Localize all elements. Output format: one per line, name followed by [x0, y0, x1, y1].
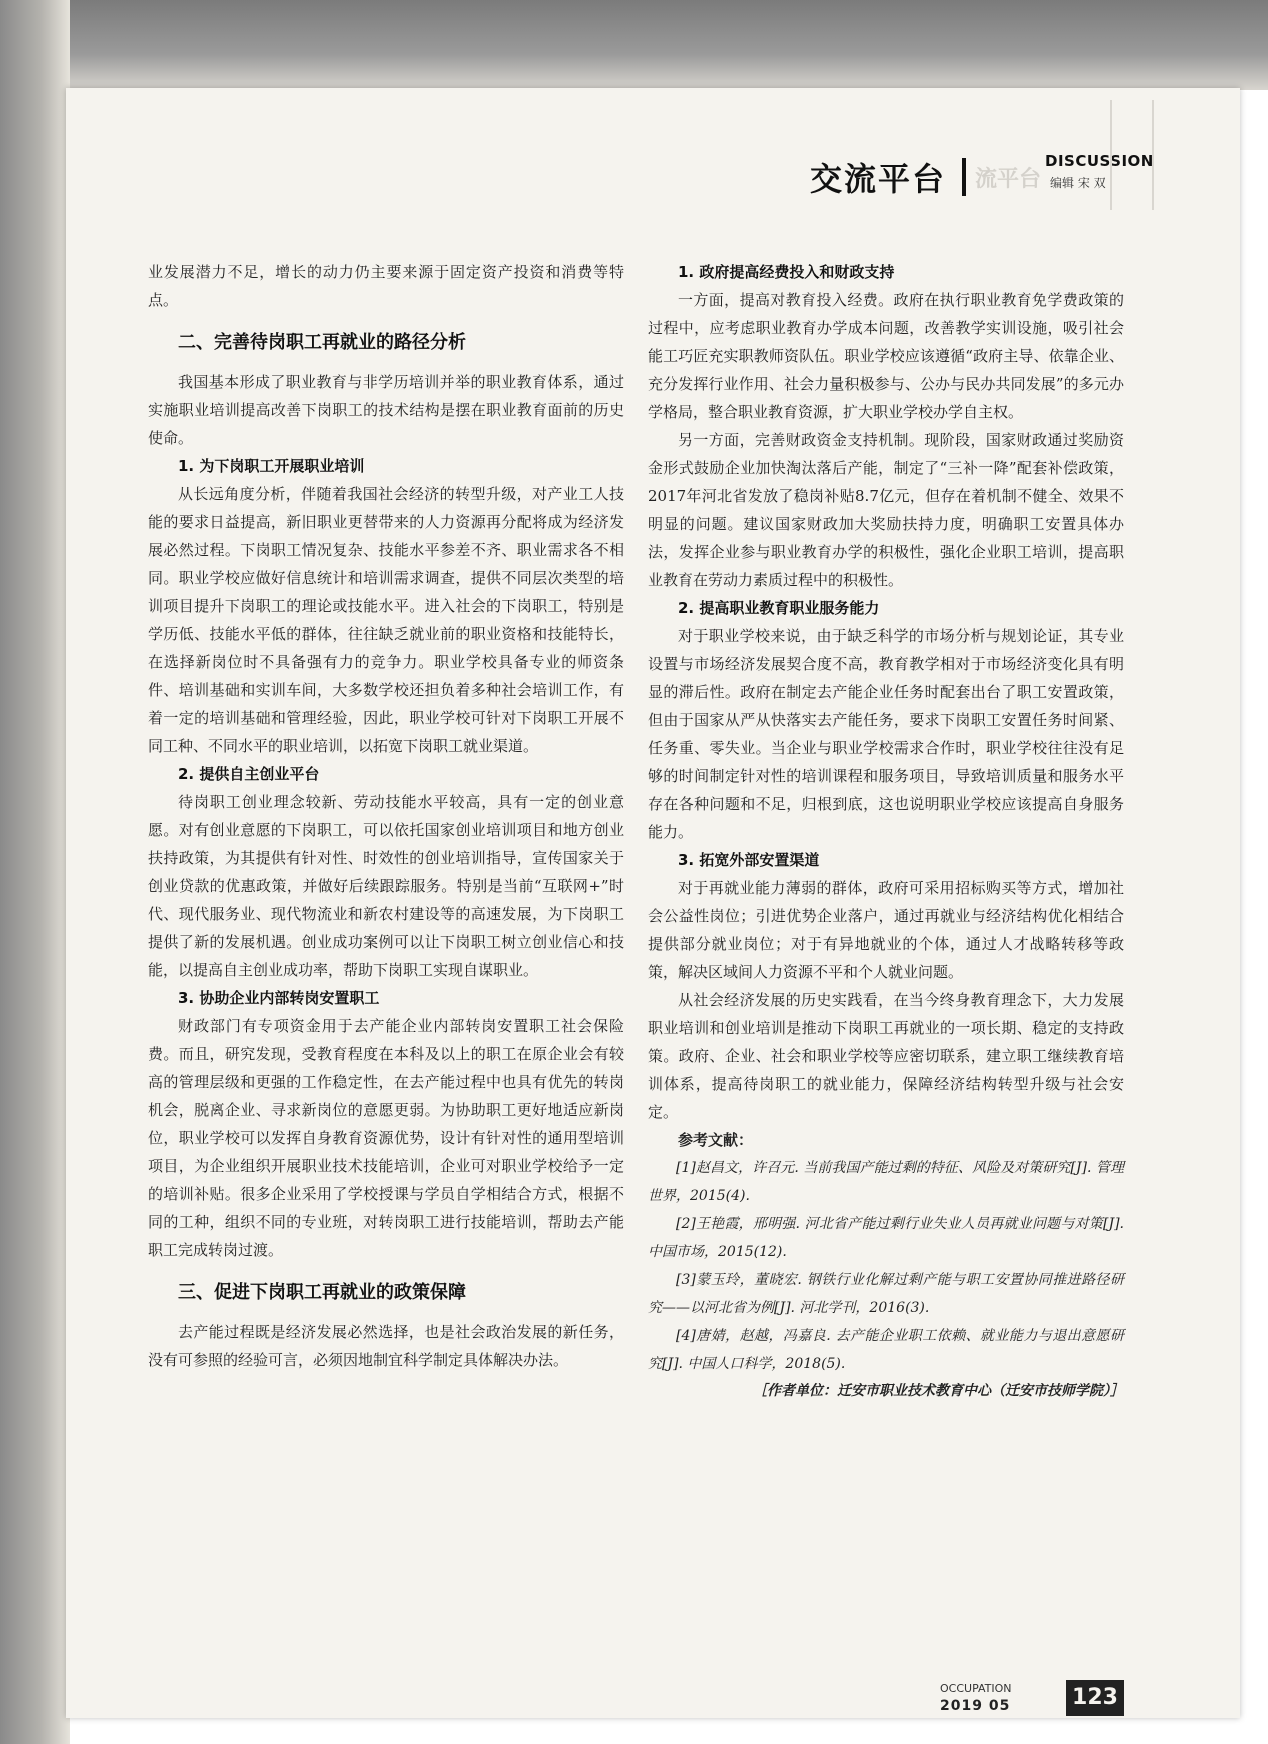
section-title: 交流平台	[810, 160, 947, 198]
paragraph: 我国基本形成了职业教育与非学历培训并举的职业教育体系，通过实施职业培训提高改善下岗职工的技术结构是摆在职业教育面前的历史使命。	[148, 373, 624, 447]
paragraph: 另一方面，完善财政资金支持机制。现阶段，国家财政通过奖励资金形式鼓励企业加快淘汰落后产能，制定了“三补一降”配套补偿政策，2017年河北省发放了稳岗补贴8.7亿元，但存在着机制不健全、效果不明显的问题。建议国家财政加大奖励扶持力度，明确职工安置具体办法，发挥企业参与职业教育办学的积极性，强化企业职工培训，提高职业教育在劳动力素质过程中的积极性。	[648, 431, 1124, 589]
decorative-mark	[1110, 100, 1154, 210]
reference-item: [1]赵昌文，许召元. 当前我国产能过剩的特征、风险及对策研究[J]. 管理世界，2015(4).	[648, 1160, 1124, 1204]
subheading: 2. 提高职业教育职业服务能力	[678, 599, 880, 617]
subheading: 3. 拓宽外部安置渠道	[678, 851, 820, 869]
header-divider	[962, 158, 966, 196]
paragraph: 待岗职工创业理念较新、劳动技能水平较高，具有一定的创业意愿。对有创业意愿的下岗职工，可以依托国家创业培训项目和地方创业扶持政策，为其提供有针对性、时效性的创业培训指导，宣传国家关于创业贷款的优惠政策，并做好后续跟踪服务。特别是当前“互联网+”时代、现代服务业、现代物流业和新农村建设等的高速发展，为下岗职工提供了新的发展机遇。创业成功案例可以让下岗职工树立创业信心和技能，以提高自主创业成功率，帮助下岗职工实现自谋职业。	[148, 793, 624, 979]
issue-number: 2019 05	[940, 1698, 1011, 1714]
reference-item: [2]王艳霞，邢明强. 河北省产能过剩行业失业人员再就业问题与对策[J]. 中国市场，2015(12).	[648, 1216, 1124, 1260]
subheading: 1. 政府提高经费投入和财政支持	[678, 263, 895, 281]
magazine-name: OCCUPATION	[940, 1682, 1012, 1695]
reference-item: [4]唐婧，赵越，冯嘉良. 去产能企业职工依赖、就业能力与退出意愿研究[J]. 中国人口科学，2018(5).	[648, 1328, 1124, 1372]
conclusion-paragraph: 从社会经济发展的历史实践看，在当今终身教育理念下，大力发展职业培训和创业培训是推动下岗职工再就业的一项长期、稳定的支持政策。政府、企业、社会和职业学校等应密切联系，建立职工继续教育培训体系，提高待岗职工的就业能力，保障经济结构转型升级与社会安定。	[648, 991, 1124, 1121]
author-unit: ［作者单位：迁安市职业技术教育中心（迁安市技师学院）］	[753, 1383, 1124, 1399]
right-column	[648, 258, 1124, 1404]
continuation-paragraph: 业发展潜力不足，增长的动力仍主要来源于固定资产投资和消费等特点。	[148, 263, 624, 309]
paragraph: 对于再就业能力薄弱的群体，政府可采用招标购买等方式，增加社会公益性岗位；引进优势企业落户，通过再就业与经济结构优化相结合提供部分就业岗位；对于有异地就业的个体，通过人才战略转移等政策，解决区域间人力资源不平和个人就业问题。	[648, 879, 1124, 981]
page-number: 123	[1066, 1680, 1124, 1716]
paragraph: 去产能过程既是经济发展必然选择，也是社会政治发展的新任务，没有可参照的经验可言，必须因地制宜科学制定具体解决办法。	[148, 1323, 624, 1369]
editor-credit: 编辑 宋 双	[1050, 176, 1106, 190]
paragraph: 财政部门有专项资金用于去产能企业内部转岗安置职工社会保险费。而且，研究发现，受教育程度在本科及以上的职工在原企业会有较高的管理层级和更强的工作稳定性，在去产能过程中也具有优先的转岗机会，脱离企业、寻求新岗位的意愿更弱。为协助职工更好地适应新岗位，职业学校可以发挥自身教育资源优势，设计有针对性的通用型培训项目，为企业组织开展职业技术技能培训，企业可对职业学校给予一定的培训补贴。很多企业采用了学校授课与学员自学相结合方式，根据不同的工种，组织不同的专业班，对转岗职工进行技能培训，帮助去产能职工完成转岗过渡。	[148, 1017, 624, 1259]
page-header	[790, 150, 1154, 210]
section-heading-2: 二、完善待岗职工再就业的路径分析	[178, 332, 466, 353]
scan-edge-left	[0, 0, 70, 1744]
section-heading-3: 三、促进下岗职工再就业的政策保障	[178, 1282, 466, 1303]
page-footer	[940, 1680, 1140, 1720]
paragraph: 对于职业学校来说，由于缺乏科学的市场分析与规划论证，其专业设置与市场经济发展契合度不高，教育教学相对于市场经济变化具有明显的滞后性。政府在制定去产能企业任务时配套出台了职工安置政策，但由于国家从严从快落实去产能任务，要求下岗职工安置任务时间紧、任务重、零失业。当企业与职业学校需求合作时，职业学校往往没有足够的时间制定针对性的培训课程和服务项目，导致培训质量和服务水平存在各种问题和不足，归根到底，这也说明职业学校应该提高自身服务能力。	[648, 627, 1124, 841]
subheading: 3. 协助企业内部转岗安置职工	[178, 989, 380, 1007]
reference-item: [3]蒙玉玲，董晓宏. 钢铁行业化解过剩产能与职工安置协同推进路径研究——以河北省为例[J]. 河北学刊，2016(3).	[648, 1272, 1124, 1316]
left-column	[148, 258, 624, 1374]
header-ghost-text: 流平台	[975, 167, 1042, 192]
references-title: 参考文献：	[678, 1131, 754, 1149]
paragraph: 从长远角度分析，伴随着我国社会经济的转型升级，对产业工人技能的要求日益提高，新旧职业更替带来的人力资源再分配将成为经济发展必然过程。下岗职工情况复杂、技能水平参差不齐、职业需求各不相同。职业学校应做好信息统计和培训需求调查，提供不同层次类型的培训项目提升下岗职工的理论或技能水平。进入社会的下岗职工，特别是学历低、技能水平低的群体，往往缺乏就业前的职业资格和技能特长，在选择新岗位时不具备强有力的竞争力。职业学校具备专业的师资条件、培训基础和实训车间，大多数学校还担负着多种社会培训工作，有着一定的培训基础和管理经验，因此，职业学校可针对下岗职工开展不同工种、不同水平的职业培训，以拓宽下岗职工就业渠道。	[148, 485, 624, 755]
scan-edge-top	[0, 0, 1268, 90]
subheading: 2. 提供自主创业平台	[178, 765, 320, 783]
section-title-en: DISCUSSION	[1045, 152, 1154, 170]
paragraph: 一方面，提高对教育投入经费。政府在执行职业教育免学费政策的过程中，应考虑职业教育办学成本问题，改善教学实训设施，吸引社会能工巧匠充实职教师资队伍。职业学校应该遵循“政府主导、依靠企业、充分发挥行业作用、社会力量积极参与、公办与民办共同发展”的多元办学格局，整合职业教育资源，扩大职业学校办学自主权。	[648, 291, 1124, 421]
subheading: 1. 为下岗职工开展职业培训	[178, 457, 365, 475]
